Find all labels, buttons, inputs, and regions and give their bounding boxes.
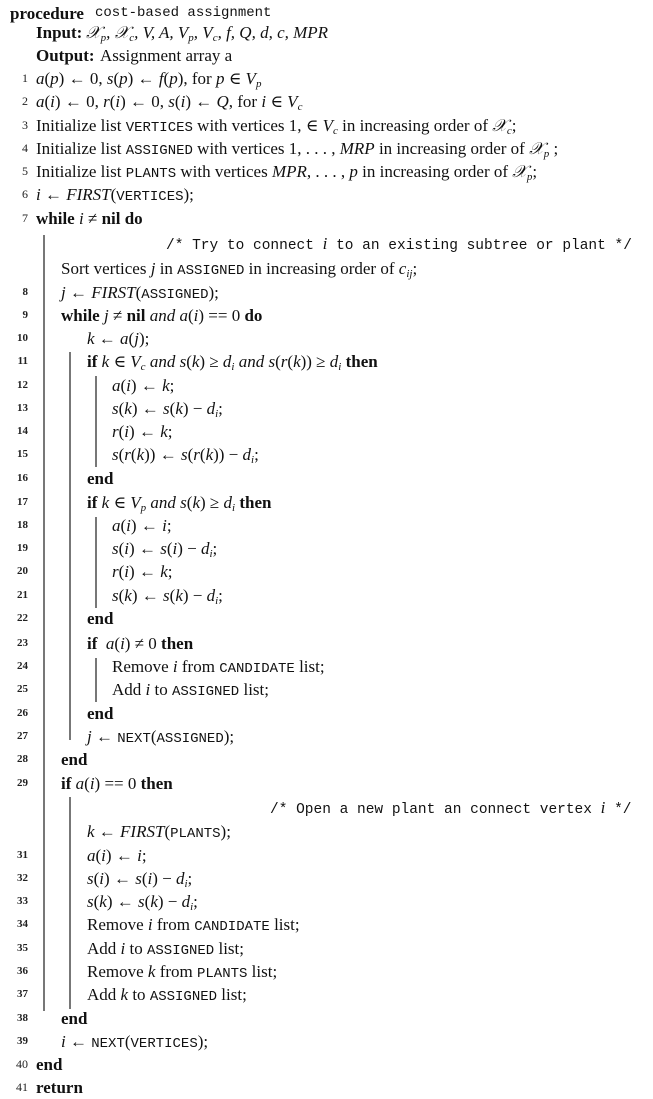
output-label: Output: xyxy=(36,46,95,65)
input-value: 𝒳$_p$, 𝒳$_c$, V, A, $V_p$, $V_c$, f, Q, d, c, MPR xyxy=(86,23,329,44)
if-block-bar-1 xyxy=(95,376,97,467)
procedure-name: cost-based assignment xyxy=(95,5,272,21)
inner-while-block-bar xyxy=(69,352,71,740)
if-block-bar-2 xyxy=(95,517,97,608)
if-new-plant-block-bar xyxy=(69,797,71,1009)
procedure-keyword: procedure xyxy=(10,4,84,23)
input-label: Input: xyxy=(36,23,83,42)
output-value: Assignment array a xyxy=(100,46,233,65)
if-block-bar-3 xyxy=(95,658,97,702)
while-block-bar xyxy=(43,235,45,1011)
